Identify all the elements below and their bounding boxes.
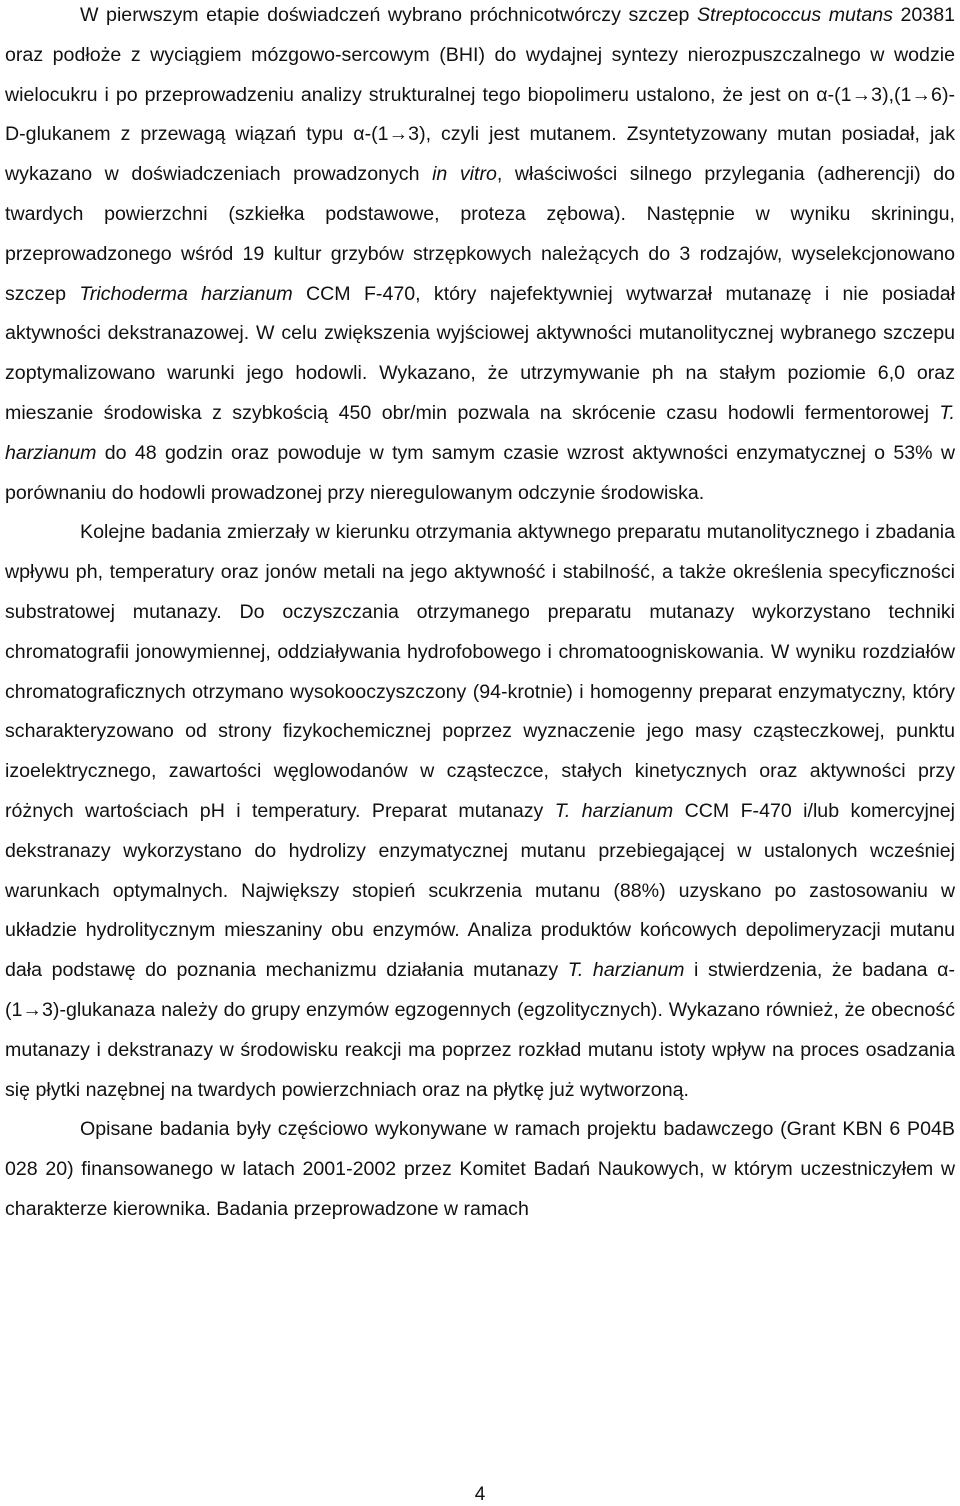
text-run: Opisane badania były częściowo wykonywane w ramach projektu badawczego (Grant KBN 6 P04B 028 20) finansowanego w latach 2001-2002 przez Komitet Badań Naukowych, w którym uczestniczyłem w charakterze kierownika. Badania przeprowadzone w ramach — [5, 1118, 955, 1220]
paragraph-2 — [5, 513, 955, 1110]
text-run: do 48 godzin oraz powoduje w tym samym czasie wzrost aktywności enzymatycznej o 53% w porównaniu do hodowli prowadzonej przy nieregulowanym odczynie środowiska. — [5, 441, 955, 504]
italic-term: T. harzianum — [567, 959, 685, 982]
text-run: , właściwości silnego przylegania (adherencji) do twardych powierzchni (szkiełka podstawowe, proteza zębowa). Następnie w wyniku skriningu, przeprowadzonego wśród 19 kultur grzybów strzępkowych należących do 3 rodzajów, wyselekcjonowano szczep — [5, 163, 955, 305]
document-body — [5, 0, 955, 1230]
text-run: Kolejne badania zmierzały w kierunku otrzymania aktywnego preparatu mutanolitycznego i zbadania wpływu ph, temperatury oraz jonów metali na jego aktywność i stabilność, a także określenia specyficzności substratowej mutanazy. Do oczyszczania otrzymanego preparatu mutanazy wykorzystano techniki chromatografii jonowymiennej, oddziaływania hydrofobowego i chromatoogniskowania. W wyniku rozdziałów chromatograficznych otrzymano wysokooczyszczony (94-krotnie) i homogenny preparat enzymatyczny, który scharakteryzowano od strony fizykochemicznej poprzez wyznaczenie jego masy cząsteczkowej, punktu izoelektrycznego, zawartości węglowodanów w cząsteczce, stałych kinetycznych oraz aktywności przy różnych wartościach pH i temperatury. Preparat mutanazy — [5, 521, 955, 822]
text-run: 20381 oraz podłoże z wyciągiem mózgowo-sercowym (BHI) do wydajnej syntezy nierozpuszczalnego w wodzie wielocukru i po przeprowadzeniu analizy strukturalnej tego biopolimeru ustalono, że jest on α-(1→3),(1→6)-D-glukanem z przewagą wiązań typu α-(1→3), czyli jest mutanem. Zsyntetyzowany mutan posiadał, jak wykazano w doświadczeniach prowadzonych — [5, 4, 955, 186]
italic-term: in vitro — [432, 163, 497, 186]
text-run: CCM F-470 i/lub komercyjnej dekstranazy wykorzystano do hydrolizy enzymatycznej mutanu przebiegającej w ustalonych wcześniej warunkach optymalnych. Największy stopień scukrzenia mutanu (88%) uzyskano po zastosowaniu w układzie hydrolitycznym mieszaniny obu enzymów. Analiza produktów końcowych depolimeryzacji mutanu dała podstawę do poznania mechanizmu działania mutanazy — [5, 799, 956, 982]
text-run: W pierwszym etapie doświadczeń wybrano próchnicotwórczy szczep — [80, 4, 697, 26]
text-run: CCM F-470, który najefektywniej wytwarzał mutanazę i nie posiadał aktywności dekstranazowej. W celu zwiększenia wyjściowej aktywności mutanolitycznej wybranego szczepu zoptymalizowano warunki jego hodowli. Wykazano, że utrzymywanie ph na stałym poziomie 6,0 oraz mieszanie środowiska z szybkością 450 obr/min pozwala na skrócenie czasu hodowli fermentorowej — [5, 282, 955, 424]
paragraph-3 — [5, 1110, 955, 1229]
paragraph-1 — [5, 0, 955, 513]
text-run: i stwierdzenia, że badana α-(1→3)-glukanaza należy do grupy enzymów egzogennych (egzolitycznych). Wykazano również, że obecność mutanazy i dekstranazy w środowisku reakcji ma poprzez rozkład mutanu istoty wpływ na proces osadzania się płytki nazębnej na twardych powierzchniach oraz na płytkę już wytworzoną. — [5, 959, 955, 1101]
italic-term: T. harzianum — [5, 401, 955, 464]
page-number: 4 — [474, 1484, 486, 1505]
italic-term: Trichoderma harzianum — [79, 282, 293, 305]
italic-term: T. harzianum — [554, 799, 674, 822]
italic-term: Streptococcus mutans — [696, 4, 893, 26]
